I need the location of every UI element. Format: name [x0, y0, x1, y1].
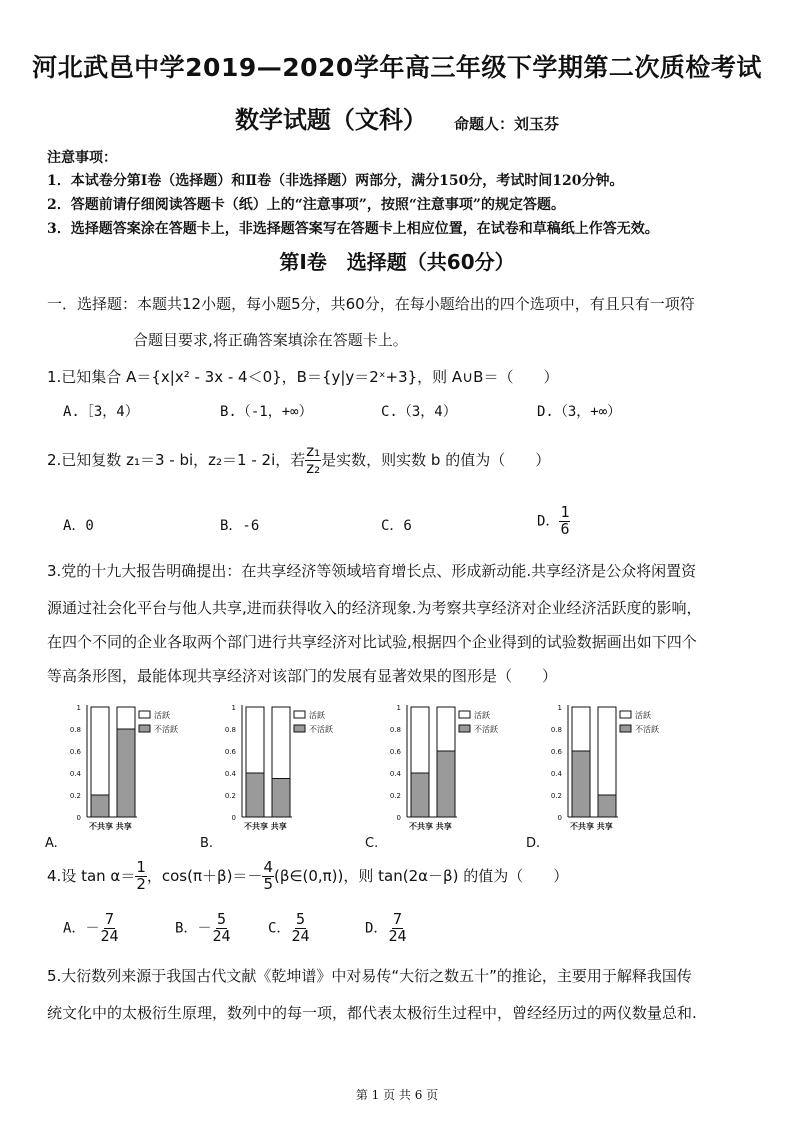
q4-option-b-den: 24: [212, 926, 231, 945]
chart-2-category-label: 不共享 共享: [244, 822, 287, 831]
q4-option-d-frac: [387, 912, 407, 945]
chart-3-label: C.: [365, 836, 379, 851]
author: 命题人：刘玉芬: [454, 115, 560, 133]
chart-3-legend-swatch-active: [459, 711, 470, 718]
q4-text: [47, 860, 568, 893]
chart-1-ytick: 0.2: [69, 792, 81, 800]
q1-text: 1.已知集合 A＝{x|x² - 3x - 4＜0}，B＝{y|y＝2ˣ+3}，则 A∪B＝（ ）: [47, 368, 559, 386]
chart-2-ytick: 0.8: [224, 726, 236, 734]
q4-option-c-label: C．: [268, 920, 291, 937]
chart-4-ytick: 0.6: [550, 748, 562, 756]
chart-2-legend-inactive: 不活跃: [309, 725, 333, 734]
chart-2-ytick: 0.4: [224, 770, 236, 778]
chart-3-bar-2-active: [437, 751, 455, 817]
q4-option-a-sign: －: [85, 920, 100, 937]
q4-frac2-den: 5: [263, 874, 273, 893]
chart-2-legend-swatch-inactive: [294, 725, 305, 732]
q4-option-a: [63, 912, 120, 945]
chart-2-ytick: 1: [231, 704, 236, 712]
q2-option-d-label: D．: [537, 513, 560, 530]
q1-option-a: A.［3，4）: [63, 404, 139, 420]
chart-4-legend-active: 活跃: [635, 711, 651, 720]
q2-option-c: C．6: [381, 518, 412, 534]
q3-line4: 等高条形图，最能体现共享经济对该部门的发展有显著效果的图形是（ ）: [47, 667, 558, 685]
page-footer: 第 1 页 共 6 页: [355, 1088, 439, 1102]
q1-option-b: B.（-1，+∞）: [220, 404, 313, 420]
chart-4-bar-2-active: [598, 795, 616, 817]
q4-option-d-den: 24: [388, 926, 407, 945]
chart-1-label: A.: [45, 836, 58, 851]
q2-option-b: B．-6: [220, 518, 260, 534]
q4-option-b-frac: [211, 912, 231, 945]
q2-option-a: A．0: [63, 518, 94, 534]
q4-option-c-num: 5: [295, 910, 305, 928]
chart-4-category-label: 不共享 共享: [570, 822, 613, 831]
chart-1-legend-swatch-active: [139, 711, 150, 718]
exam-subtitle: 数学试题（文科）: [234, 106, 427, 134]
q5-line1: 5.大衍数列来源于我国古代文献《乾坤谱》中对易传“大衍之数五十”的推论，主要用于解释我国传: [47, 967, 692, 985]
subtitle-row: [0, 100, 794, 135]
chart-4-ytick: 0: [557, 814, 562, 822]
q4-part1: 4.设 tan α＝: [47, 866, 136, 885]
q4-option-c-frac: [290, 912, 310, 945]
part1-line1: 一．选择题：本题共12小题，每小题5分，共60分，在每小题给出的四个选项中，有且只有一项符: [47, 295, 695, 313]
chart-3-ytick: 0.2: [389, 792, 401, 800]
notice-item-3: 3．选择题答案涂在答题卡上，非选择题答案写在答题卡上相应位置，在试卷和草稿纸上作答无效。: [47, 221, 659, 237]
q4-option-d-label: D．: [365, 920, 388, 937]
q3-charts: [0, 695, 794, 855]
chart-3-legend-active: 活跃: [474, 711, 490, 720]
section-title: 第Ⅰ卷 选择题（共60分）: [279, 250, 515, 274]
q2-fraction: [305, 444, 321, 477]
chart-4-ytick: 0.2: [550, 792, 562, 800]
q2-frac-den: z₂: [306, 458, 321, 477]
chart-3-ytick: 0: [396, 814, 401, 822]
q5-line2: 统文化中的太极衍生原理，数列中的每一项，都代表太极衍生过程中，曾经经历过的两仪数量总和.: [47, 1004, 697, 1022]
q4-option-c: [268, 912, 311, 945]
chart-1-legend-active: 活跃: [154, 711, 170, 720]
chart-1-category-label: 不共享 共享: [89, 822, 132, 831]
notice-heading: 注意事项：: [47, 150, 117, 166]
q3-line1: 3.党的十九大报告明确提出：在共享经济等领域培育增长点、形成新动能.共享经济是公众将闲置资: [47, 562, 697, 580]
chart-3-ytick: 0.6: [389, 748, 401, 756]
chart-1-legend-inactive: 不活跃: [154, 725, 178, 734]
chart-1-ytick: 0.6: [69, 748, 81, 756]
chart-1-ytick: 0.8: [69, 726, 81, 734]
q4-option-b-num: 5: [216, 910, 226, 928]
chart-1-ytick: 0: [76, 814, 81, 822]
chart-2-ytick: 0.2: [224, 792, 236, 800]
q3-line2: 源通过社会化平台与他人共享,进而获得收入的经济现象.为考察共享经济对企业经济活跃度的影响，: [47, 599, 702, 617]
chart-4-legend-inactive: 不活跃: [635, 725, 659, 734]
q4-frac2: [262, 860, 274, 893]
chart-4-bar-1-active: [572, 751, 590, 817]
q4-option-b: [175, 912, 232, 945]
chart-4-ytick: 0.8: [550, 726, 562, 734]
chart-2-legend-active: 活跃: [309, 711, 325, 720]
chart-1-legend-swatch-inactive: [139, 725, 150, 732]
q4-part3: (β∈(0,π))，则 tan(2α－β) 的值为（ ）: [273, 866, 569, 885]
q1-option-c: C.（3，4）: [381, 404, 457, 420]
q1-option-d: D.（3，+∞）: [537, 404, 622, 420]
chart-4-ytick: 0.4: [550, 770, 562, 778]
q2-frac-num: z₁: [306, 442, 321, 460]
notice-item-1: 1．本试卷分第Ⅰ卷（选择题）和Ⅱ卷（非选择题）两部分，满分150分，考试时间120分钟。: [47, 173, 624, 189]
chart-2-bar-1-active: [246, 773, 264, 817]
q4-option-b-label: B．: [175, 920, 198, 937]
q2-prefix: 2.已知复数 z₁＝3 - bi，z₂＝1 - 2i，若: [47, 450, 306, 469]
q2-optd-num: 1: [560, 503, 570, 521]
chart-3-category-label: 不共享 共享: [409, 822, 452, 831]
q4-option-a-den: 24: [100, 926, 119, 945]
q4-option-a-frac: [99, 912, 119, 945]
q4-frac1: [135, 860, 147, 893]
q4-frac1-den: 2: [136, 874, 146, 893]
exam-title: 河北武邑中学2019—2020学年高三年级下学期第二次质检考试: [32, 53, 762, 82]
q4-option-d-num: 7: [392, 910, 402, 928]
q3-line3: 在四个不同的企业各取两个部门进行共享经济对比试验,根据四个企业得到的试验数据画出如下四个: [47, 633, 697, 651]
part1-line2: 合题目要求,将正确答案填涂在答题卡上。: [133, 331, 408, 349]
chart-1-bar-2-active: [117, 729, 135, 817]
chart-4-label: D.: [526, 836, 541, 851]
chart-3-bar-1-active: [411, 773, 429, 817]
chart-1-ytick: 1: [76, 704, 81, 712]
q4-frac2-num: 4: [263, 858, 273, 876]
chart-2-ytick: 0.6: [224, 748, 236, 756]
chart-2-bar-2-active: [272, 779, 290, 818]
chart-4-legend-swatch-active: [620, 711, 631, 718]
chart-3-ytick: 1: [396, 704, 401, 712]
chart-3-ytick: 0.4: [389, 770, 401, 778]
q4-option-b-sign: －: [197, 920, 212, 937]
chart-4-legend-swatch-inactive: [620, 725, 631, 732]
chart-2-legend-swatch-active: [294, 711, 305, 718]
notice-item-2: 2．答题前请仔细阅读答题卡（纸）上的“注意事项”，按照“注意事项”的规定答题。: [47, 197, 565, 213]
chart-3-legend-inactive: 不活跃: [474, 725, 498, 734]
q4-part2: ，cos(π＋β)＝－: [146, 866, 263, 885]
q2-suffix: 是实数，则实数 b 的值为（ ）: [321, 450, 551, 469]
q2-optd-den: 6: [560, 519, 570, 538]
chart-2-ytick: 0: [231, 814, 236, 822]
q2-option-d: [537, 505, 570, 538]
q4-frac1-num: 1: [136, 858, 146, 876]
q4-option-d: [365, 912, 408, 945]
chart-4-ytick: 1: [557, 704, 562, 712]
q4-option-c-den: 24: [291, 926, 310, 945]
chart-3-legend-swatch-inactive: [459, 725, 470, 732]
q4-option-a-label: A．: [63, 920, 86, 937]
q4-option-a-num: 7: [104, 910, 114, 928]
chart-1-bar-1-active: [91, 795, 109, 817]
chart-1-ytick: 0.4: [69, 770, 81, 778]
q2-option-d-frac: [559, 505, 570, 538]
q2-text: [47, 444, 550, 477]
chart-2-label: B.: [200, 836, 214, 851]
chart-3-ytick: 0.8: [389, 726, 401, 734]
